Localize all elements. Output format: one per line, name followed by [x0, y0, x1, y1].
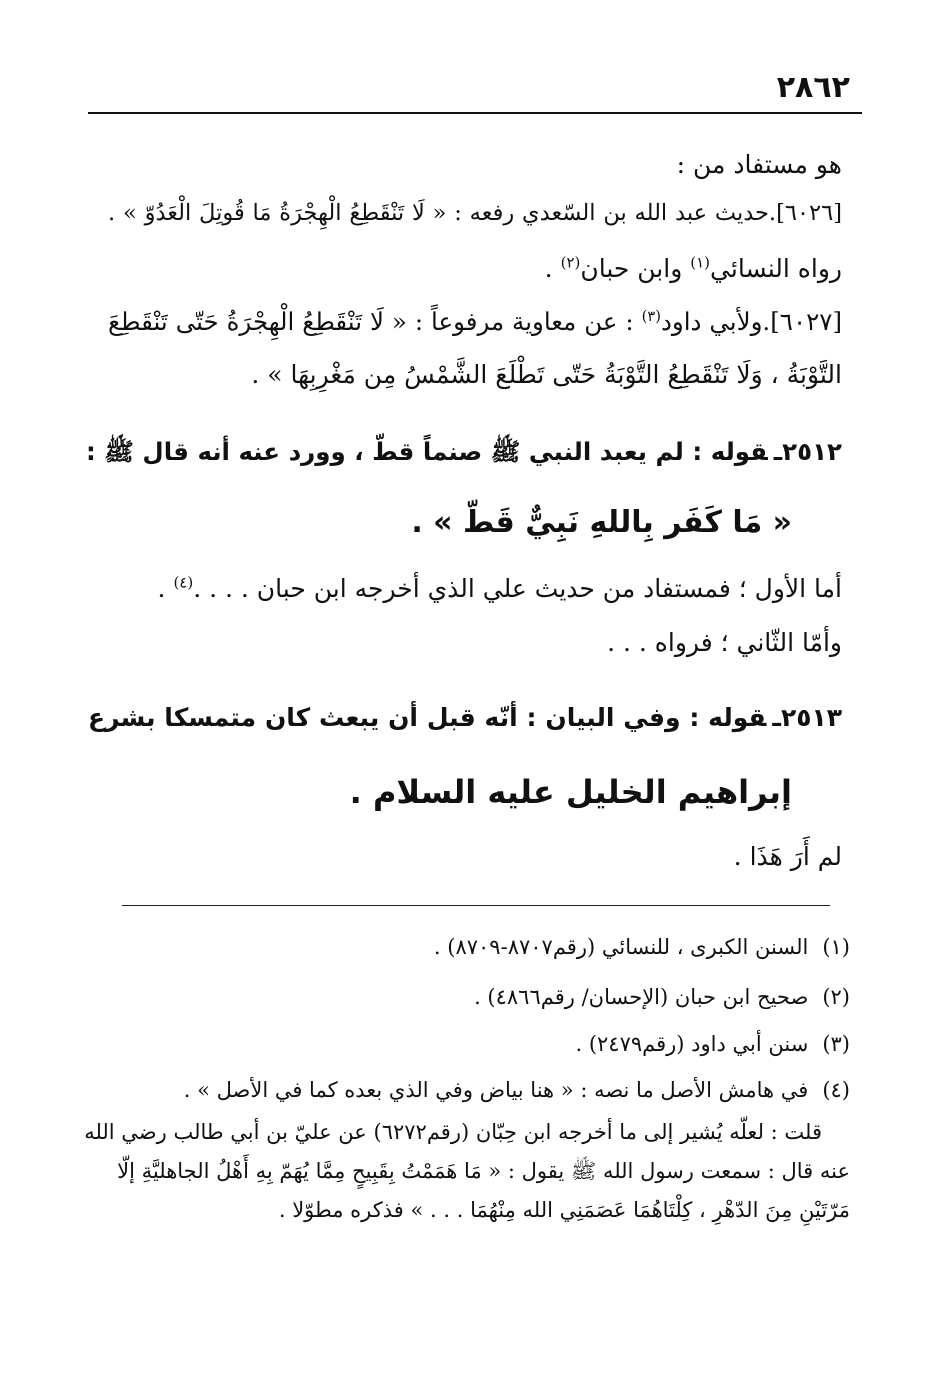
footnote-text: في هامش الأصل ما نصه : « هنا بياض وفي الذي بعده كما في الأصل » . [183, 1078, 809, 1102]
section-2513-heading-line-2: إبراهيم الخليل عليه السلام . [349, 773, 792, 811]
footnote-ref: (٤) [173, 573, 194, 592]
footnote-number: (١) [822, 935, 850, 959]
page-number: ٢٨٦٢ [776, 70, 850, 105]
footnote-ref: (١) [690, 253, 711, 272]
footnote-ref: (٣) [641, 307, 661, 325]
footnote-number: (٢) [822, 985, 850, 1009]
footnote-4 [184, 1078, 850, 1103]
footnote-1 [434, 935, 850, 960]
footnote-number: (٣) [822, 1032, 850, 1056]
section-number: ٢٥١٣ـ [772, 703, 842, 732]
section-2512-heading-line-2: « مَا كَفَر بِاللهِ نَبِيٌّ قَطّ » . [411, 505, 792, 540]
hadith-6026-line-2: رواه النسائي$^{(١)}$ وابن حبان$^{(٢)}$ . [544, 253, 842, 283]
footnote-text: السنن الكبرى ، للنسائي (رقم٨٧٠٧-٨٧٠٩) . [433, 935, 809, 959]
footnote-ref: (٢) [560, 253, 581, 272]
footnote-2 [474, 985, 850, 1010]
footnote-4-cont-line-3: مَرّتَيْنِ مِنَ الدّهْرِ ، كِلْتَاهُمَا عَصَمَنِي الله مِنْهُمَا . . . » فذكره مطوّلا . [278, 1198, 850, 1222]
section-2513-para: لم أَرَ هَذَا . [733, 842, 842, 871]
hadith-text: .حديث عبد الله بن السّعدي رفعه : « لَا تَنْقَطِعُ الْهِجْرَةُ مَا قُوتِلَ الْعَدُوّ » . [108, 200, 777, 226]
header-rule [88, 112, 862, 114]
section-number: ٢٥١٢ـ [773, 437, 842, 466]
hadith-number: [٦٠٢٧] [770, 307, 842, 336]
section-2512-para-line-1: أما الأول ؛ فمستفاد من حديث علي الذي أخرجه ابن حبان . . . .$^{(٤)}$ . [157, 573, 842, 603]
hadith-6026-line-1 [108, 200, 842, 227]
footnote-text: سنن أبي داود (رقم٢٤٧٩) . [575, 1032, 809, 1056]
section-2512-heading: ٢٥١٢ـقوله : لم يعبد النبي ﷺ صنماً قطّ ، وورد عنه أنه قال ﷺ : [85, 437, 842, 466]
footnote-text: صحيح ابن حبان (الإحسان/ رقم٤٨٦٦) . [474, 985, 809, 1009]
hadith-number: [٦٠٢٦] [776, 200, 842, 226]
section-2512-para-line-2: وأمّا الثّاني ؛ فرواه . . . [607, 628, 842, 657]
intro-line: هو مستفاد من : [676, 150, 842, 179]
footnote-4-cont-line-1: قلت : لعلّه يُشير إلى ما أخرجه ابن حِبّان (رقم٦٢٧٢) عن عليّ بن أبي طالب رضي الله [84, 1120, 822, 1144]
hadith-6027-line-1: [٦٠٢٧].ولأبي داود$^{(٣)}$ : عن معاوية مرفوعاً : « لَا تَنْقَطِعُ الْهِجْرَةُ حَتّى تَنْقَطِعَ [108, 307, 842, 336]
footnote-3 [575, 1032, 850, 1057]
footnote-number: (٤) [822, 1078, 850, 1102]
hadith-6027-line-2: التَّوْبَةُ ، وَلَا تَنْقَطِعُ التَّوْبَةُ حَتّى تَطْلَعَ الشَّمْسُ مِن مَغْرِبِهَا » . [251, 360, 842, 389]
section-2513-heading: ٢٥١٣ـقوله : وفي البيان : أنّه قبل أن يبعث كان متمسكا بشرع [88, 703, 842, 732]
footnote-separator [122, 905, 830, 906]
footnote-4-cont-line-2: عنه قال : سمعت رسول الله ﷺ يقول : « مَا هَمَمْتُ بِقَبِيحٍ مِمَّا يُهَمّ بِهِ أَهْلُ الجاهليَّةِ إلّا [117, 1159, 850, 1183]
